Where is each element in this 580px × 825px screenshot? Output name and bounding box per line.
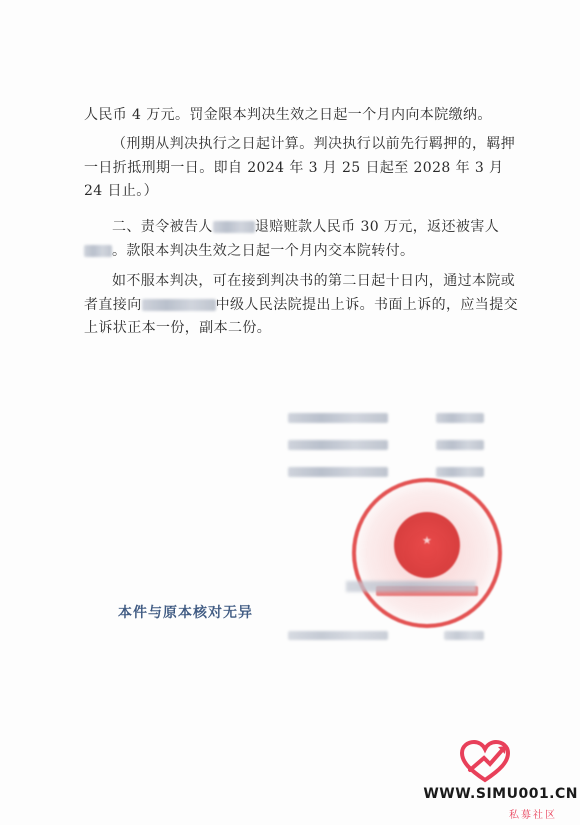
restitution-text-a: 二、责令被告人 <box>112 219 213 235</box>
appeal-paragraph <box>84 270 524 341</box>
redacted-victim-name <box>84 245 112 257</box>
appeal-text-b: 中级人民法院提出上诉。书面上诉的，应当提交上诉状正本一份，副本二份。 <box>84 296 519 336</box>
signature-row-presiding-judge <box>288 410 484 426</box>
redacted-clerk-title <box>288 631 388 640</box>
redacted-name <box>436 467 484 477</box>
redacted-name <box>436 413 484 423</box>
signature-row-juror-1 <box>288 437 484 453</box>
redacted-title <box>288 413 388 423</box>
court-seal <box>352 478 502 628</box>
watermark-url: WWW.SIMU001.CN <box>423 786 578 802</box>
watermark-subtitle: 私募社区 <box>509 810 557 821</box>
restitution-text-b: 退赔赃款人民币 30 万元，返还被害人 <box>254 219 500 235</box>
restitution-paragraph <box>84 216 524 263</box>
redacted-title <box>288 440 388 450</box>
term-text: （刑期从判决执行之日起计算。判决执行以前先行羁押的，羁押一日折抵刑期一日。即自 2024 年 3 月 25 日起至 2028 年 3 月 24 日止。） <box>84 136 516 199</box>
signature-row-juror-2 <box>288 464 484 480</box>
clerk-row <box>288 628 484 642</box>
seal-star-icon: ★ <box>422 534 432 547</box>
watermark <box>398 740 578 820</box>
sentence-paragraph-term <box>84 133 524 204</box>
appeal-text-a: 如不服本判决，可在接到判决书的第二日起十日内，通过本院或者直接向 <box>84 273 516 313</box>
certification-stamp: 本件与原本核对无异 <box>118 605 253 621</box>
redacted-defendant-name <box>213 221 255 233</box>
heart-arrow-logo-icon <box>460 740 510 784</box>
redacted-name <box>436 440 484 450</box>
fine-text: 人民币 4 万元。罚金限本判决生效之日起一个月内向本院缴纳。 <box>84 107 492 123</box>
restitution-text-c: 。款限本判决生效之日起一个月内交本院转付。 <box>112 242 415 259</box>
redacted-court-name <box>142 299 216 311</box>
redacted-title <box>288 467 388 477</box>
sentence-paragraph-fine <box>84 104 524 128</box>
redacted-clerk-name <box>444 631 484 640</box>
redacted-court-date <box>346 581 476 592</box>
